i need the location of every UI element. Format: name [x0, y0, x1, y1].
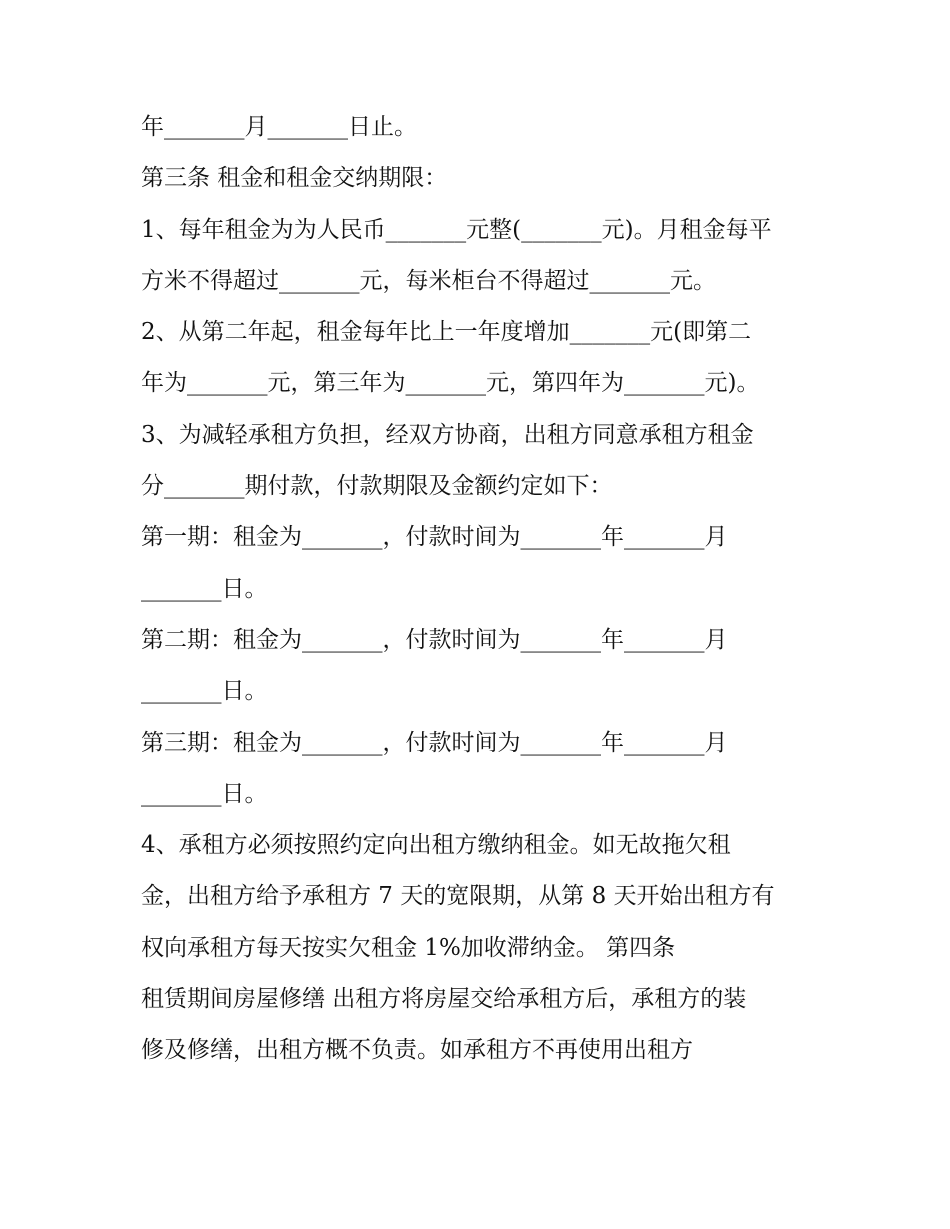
text-line: 2、从第二年起，租金每年比上一年度增加_______元(即第二 — [141, 319, 752, 346]
text-line: 3、为减轻承租方负担，经双方协商，出租方同意承租方租金 — [141, 421, 754, 448]
text-line: 第三期：租金为_______，付款时间为_______年_______月 — [141, 729, 728, 756]
text-line: 年_______月_______日止。 — [141, 114, 417, 140]
text-line: _______日。 — [141, 780, 268, 807]
text-line: _______日。 — [141, 678, 268, 705]
text-line: 分_______期付款，付款期限及金额约定如下： — [141, 473, 613, 500]
text-line: 权向承租方每天按实欠租金 1%加收滞纳金。 第四条 — [141, 934, 676, 961]
section-heading: 第三条 租金和租金交纳期限： — [141, 165, 448, 192]
text-line: 第二期：租金为_______，付款时间为_______年_______月 — [141, 626, 728, 653]
text-line: 4、承租方必须按照约定向出租方缴纳租金。如无故拖欠租 — [141, 832, 731, 859]
text-line: 金，出租方给予承租方 7 天的宽限期，从第 8 天开始出租方有 — [141, 883, 775, 910]
text-line: 年为_______元，第三年为_______元，第四年为_______元)。 — [141, 370, 760, 397]
text-line: 1、每年租金为为人民币_______元整(_______元)。月租金每平 — [141, 216, 772, 243]
text-line: 第一期：租金为_______，付款时间为_______年_______月 — [141, 524, 728, 551]
text-line: 方米不得超过_______元，每米柜台不得超过_______元。 — [141, 267, 716, 294]
text-line: _______日。 — [141, 575, 268, 602]
text-line: 修及修缮，出租方概不负责。如承租方不再使用出租方 — [141, 1037, 693, 1064]
text-line: 租赁期间房屋修缮 出租方将房屋交给承租方后，承租方的装 — [141, 986, 747, 1013]
document-body — [141, 102, 821, 1077]
